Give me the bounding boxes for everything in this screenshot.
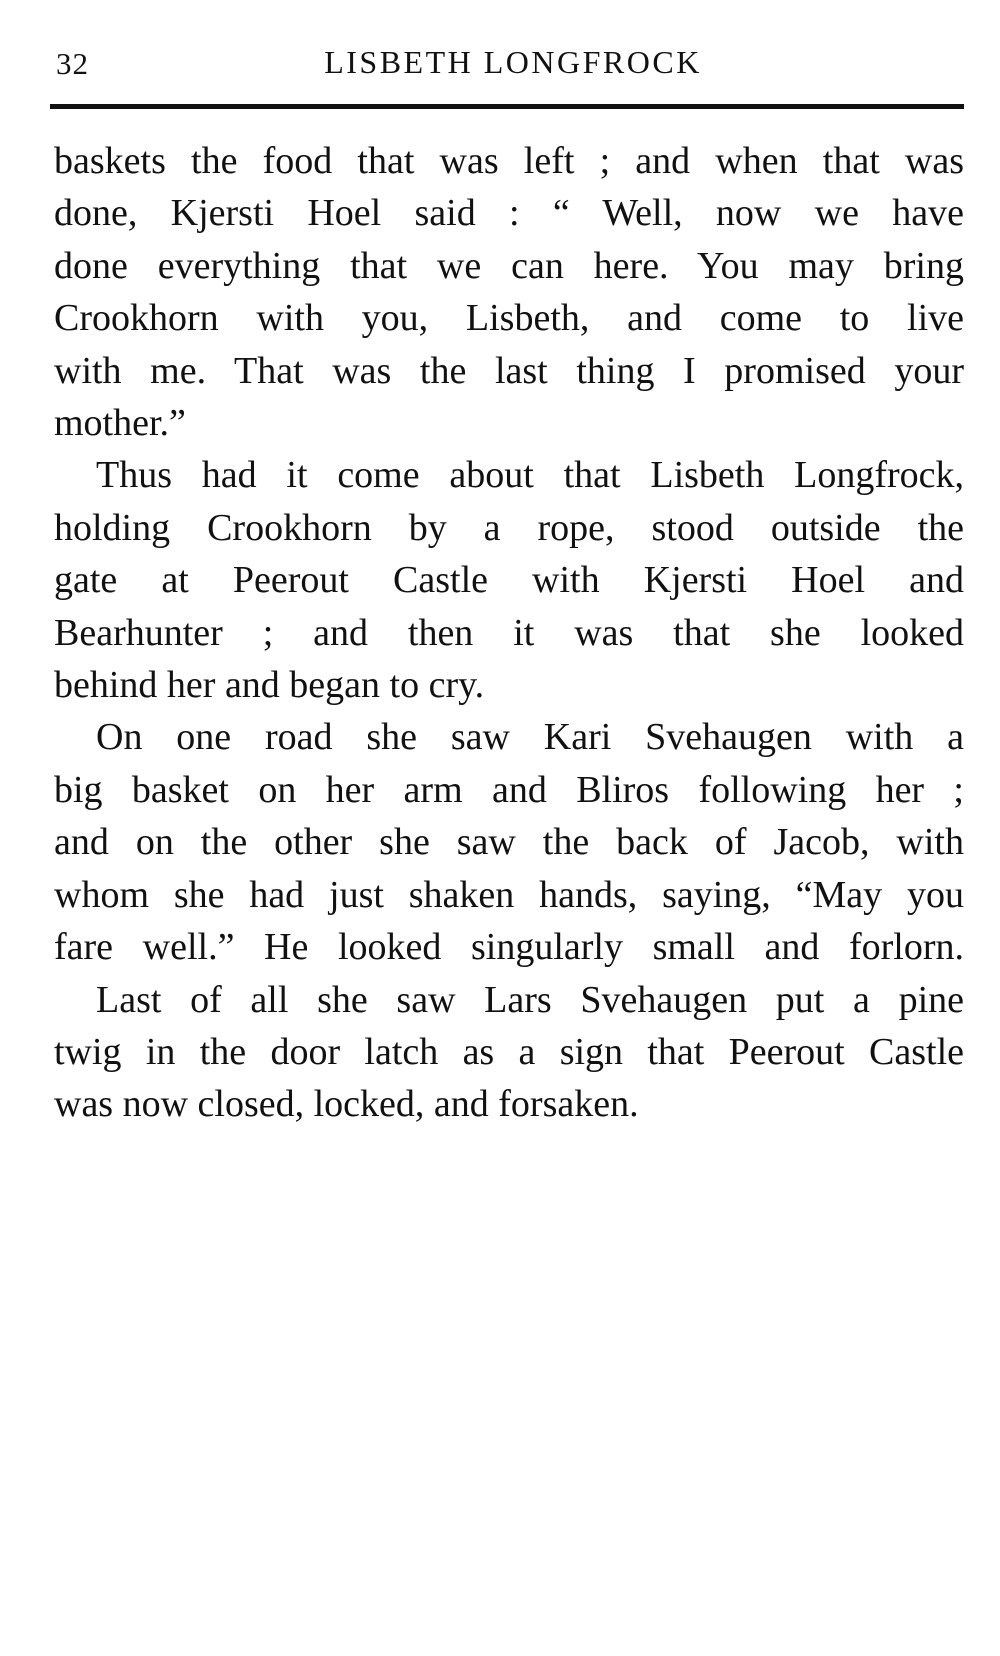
text-line: baskets the food that was left ; and when that was (54, 140, 964, 182)
text-line: gate at Peerout Castle with Kjersti Hoel and (54, 559, 964, 602)
text-line: done everything that we can here. You may bring (54, 244, 964, 287)
text-line: twig in the door latch as a sign that Peerout Castle (54, 1030, 964, 1073)
running-title: LISBETH LONGFROCK (324, 44, 702, 80)
paragraph-3 (54, 711, 964, 973)
page-number: 32 (56, 46, 89, 81)
text-line: On one road she saw Kari Svehaugen with a (96, 716, 964, 759)
text-line: with me. That was the last thing I promised your (54, 349, 964, 392)
text-line: Crookhorn with you, Lisbeth, and come to live (54, 297, 964, 340)
text-line: whom she had just shaken hands, saying, “May you (54, 873, 964, 916)
text-line: Bearhunter ; and then it was that she looked (54, 611, 964, 654)
text-line: behind her and began to cry. (54, 664, 485, 707)
body-text (54, 135, 964, 1131)
text-line: and on the other she saw the back of Jacob, with (54, 821, 964, 864)
text-line: fare well.” He looked singularly small and forlorn. (54, 926, 964, 969)
text-line: Last of all she saw Lars Svehaugen put a pine (96, 978, 964, 1021)
page-header (52, 40, 964, 90)
text-line: big basket on her arm and Bliros following her ; (54, 768, 964, 811)
header-rule (50, 104, 964, 109)
paragraph-2 (54, 449, 964, 711)
paragraph-1 (54, 135, 964, 449)
text-line: Thus had it come about that Lisbeth Longfrock, (96, 454, 964, 497)
text-line: was now closed, locked, and forsaken. (54, 1083, 639, 1126)
paragraph-4 (54, 974, 964, 1131)
text-line: holding Crookhorn by a rope, stood outside the (54, 506, 964, 549)
text-line: mother.” (54, 402, 186, 445)
text-line: done, Kjersti Hoel said : “ Well, now we have (54, 192, 964, 235)
